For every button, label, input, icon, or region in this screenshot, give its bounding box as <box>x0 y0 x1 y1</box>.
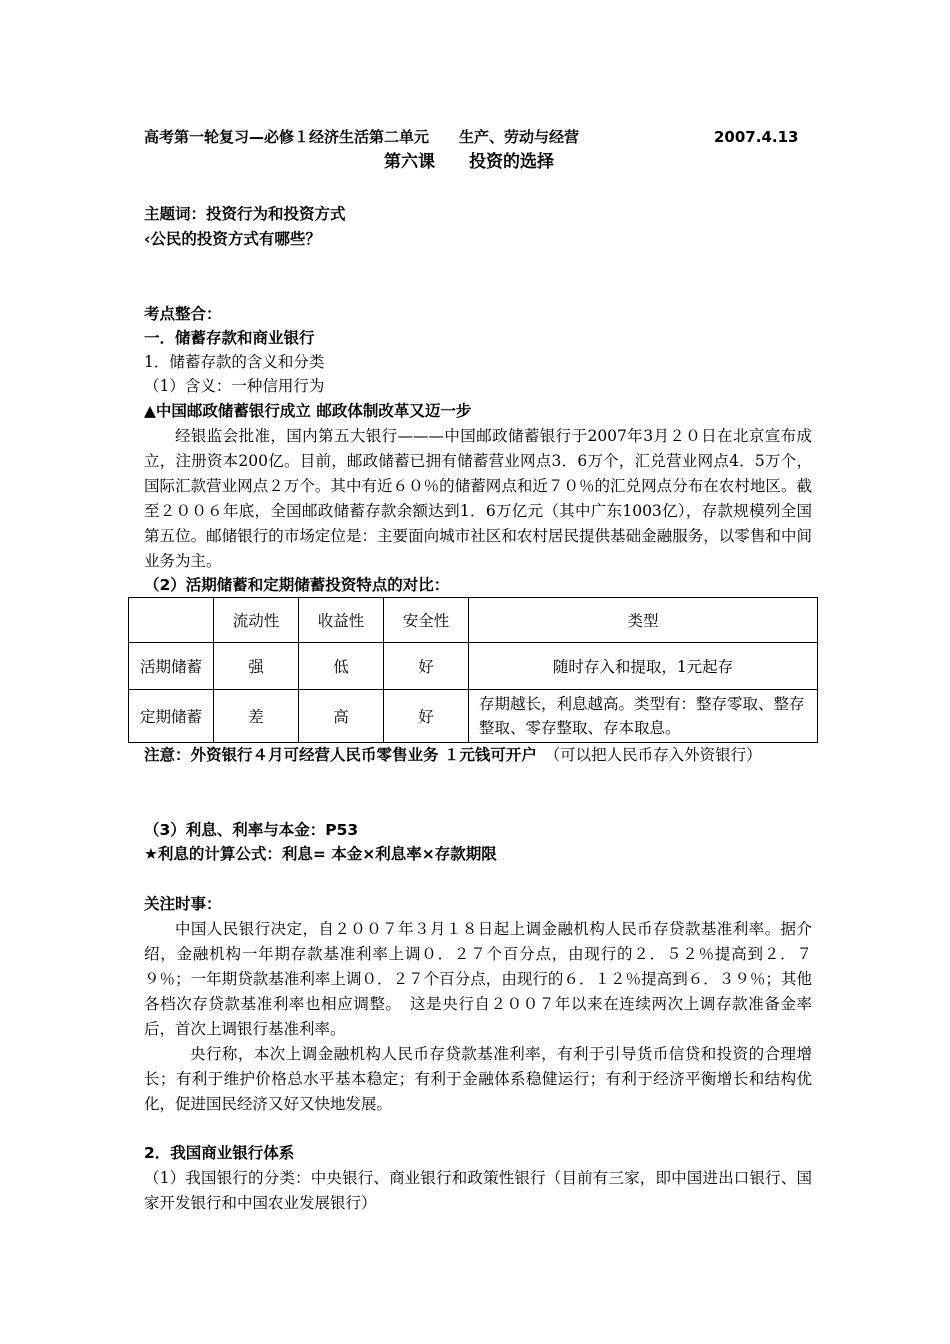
topic-question <box>144 228 321 250</box>
table-header-cell <box>129 598 214 643</box>
table-cell: 好 <box>384 690 469 743</box>
topic-keywords: 主题词：投资行为和投资方式 <box>144 205 346 223</box>
lesson-title: 第六课 投资的选择 <box>384 152 554 172</box>
news-body: 经银监会批准，国内第五大银行———中国邮政储蓄银行于2007年3月２０日在北京宣布成立，注册资本200亿。目前，邮政储蓄已拥有储蓄营业网点3．6万个，汇兑营业网点4．5万个，国际汇款营业网点２万个。其中有近６０％的储蓄网点和近７０％的汇兑网点分布在农村地区。截至２００６年底，全国邮政储蓄存款余额达到1．6万亿元（其中广东1003亿），存款规模列全国第五位。邮储银行的市场定位是：主要面向城市社区和农村居民提供基础金融服务，以零售和中间业务为主。 <box>144 427 812 570</box>
table-cell: 定期储蓄 <box>129 690 214 743</box>
table-header-cell: 类型 <box>469 598 818 643</box>
header-date: 2007.4.13 <box>714 128 799 146</box>
table-cell: 强 <box>214 643 299 690</box>
table-row <box>129 690 818 743</box>
current-events-paragraph-1: 中国人民银行决定，自２００７年３月１８日起上调金融机构人民币存贷款基准利率。据介绍，金融机构一年期存款基准利率上调０．２７个百分点，由现行的２．５２％提高到２．７９％；一年期贷款基准利率上调０．２７个百分点，由现行的６．１２％提高到６．３９％；其他各档次存贷款基准利率也相应调整。 这是央行自２００７年以来在连续两次上调存款准备金率后，首次上调银行基准利率。 <box>144 920 812 1038</box>
table-cell: 活期储蓄 <box>129 643 214 690</box>
table-cell: 差 <box>214 690 299 743</box>
table-cell: 随时存入和提取，1元起存 <box>469 643 818 690</box>
interest-formula: ★利息的计算公式：利息= 本金×利息率×存款期限 <box>144 845 497 863</box>
note-bold: 注意：外资银行４月可经营人民币零售业务 １元钱可开户 <box>144 746 537 764</box>
section-2-paragraph-1: （1）我国银行的分类：中央银行、商业银行和政策性银行（目前有三家，即中国进出口银行、国家开发银行和中国农业发展银行） <box>144 1169 812 1212</box>
note-normal: （可以把人民币存入外资银行） <box>536 746 762 764</box>
table-header-cell: 安全性 <box>384 598 469 643</box>
current-events-paragraph-2: 央行称，本次上调金融机构人民币存贷款基准利率，有利于引导货币信贷和投资的合理增长；有利于维护价格总水平基本稳定；有利于金融体系稳健运行；有利于经济平衡增长和结构优化，促进国民经济又好又快地发展。 <box>144 1045 812 1113</box>
savings-comparison-table <box>128 597 818 743</box>
section-1-1-definition: （1）含义：一种信用行为 <box>144 377 325 395</box>
news-title: ▲中国邮政储蓄银行成立 邮政体制改革又迈一步 <box>144 402 472 420</box>
current-events-title: 关注时事： <box>144 895 222 913</box>
section-1-title: 一．储蓄存款和商业银行 <box>144 329 315 347</box>
table-cell: 低 <box>299 643 384 690</box>
section-2-title: 2．我国商业银行体系 <box>144 1144 295 1162</box>
arrow-bullet-icon: ‹ <box>144 230 151 248</box>
compare-title: （2）活期储蓄和定期储蓄投资特点的对比： <box>144 576 450 594</box>
table-header-cell: 收益性 <box>299 598 384 643</box>
topic-question-text: 公民的投资方式有哪些？ <box>150 230 321 248</box>
table-row <box>129 643 818 690</box>
interest-title: （3）利息、利率与本金：P53 <box>144 821 359 839</box>
table-header-cell: 流动性 <box>214 598 299 643</box>
note-paragraph <box>144 743 812 768</box>
table-cell: 好 <box>384 643 469 690</box>
header-title <box>144 126 579 148</box>
table-header-row <box>129 598 818 643</box>
integration-heading: 考点整合： <box>144 305 222 323</box>
table-cell: 高 <box>299 690 384 743</box>
table-cell: 存期越长，利息越高。类型有：整存零取、整存整取、零存整取、存本取息。 <box>469 690 818 743</box>
header-title-text: 高考第一轮复习—必修１经济生活第二单元 生产、劳动与经营 <box>144 128 580 146</box>
section-1-1-title: 1．储蓄存款的含义和分类 <box>144 353 325 371</box>
